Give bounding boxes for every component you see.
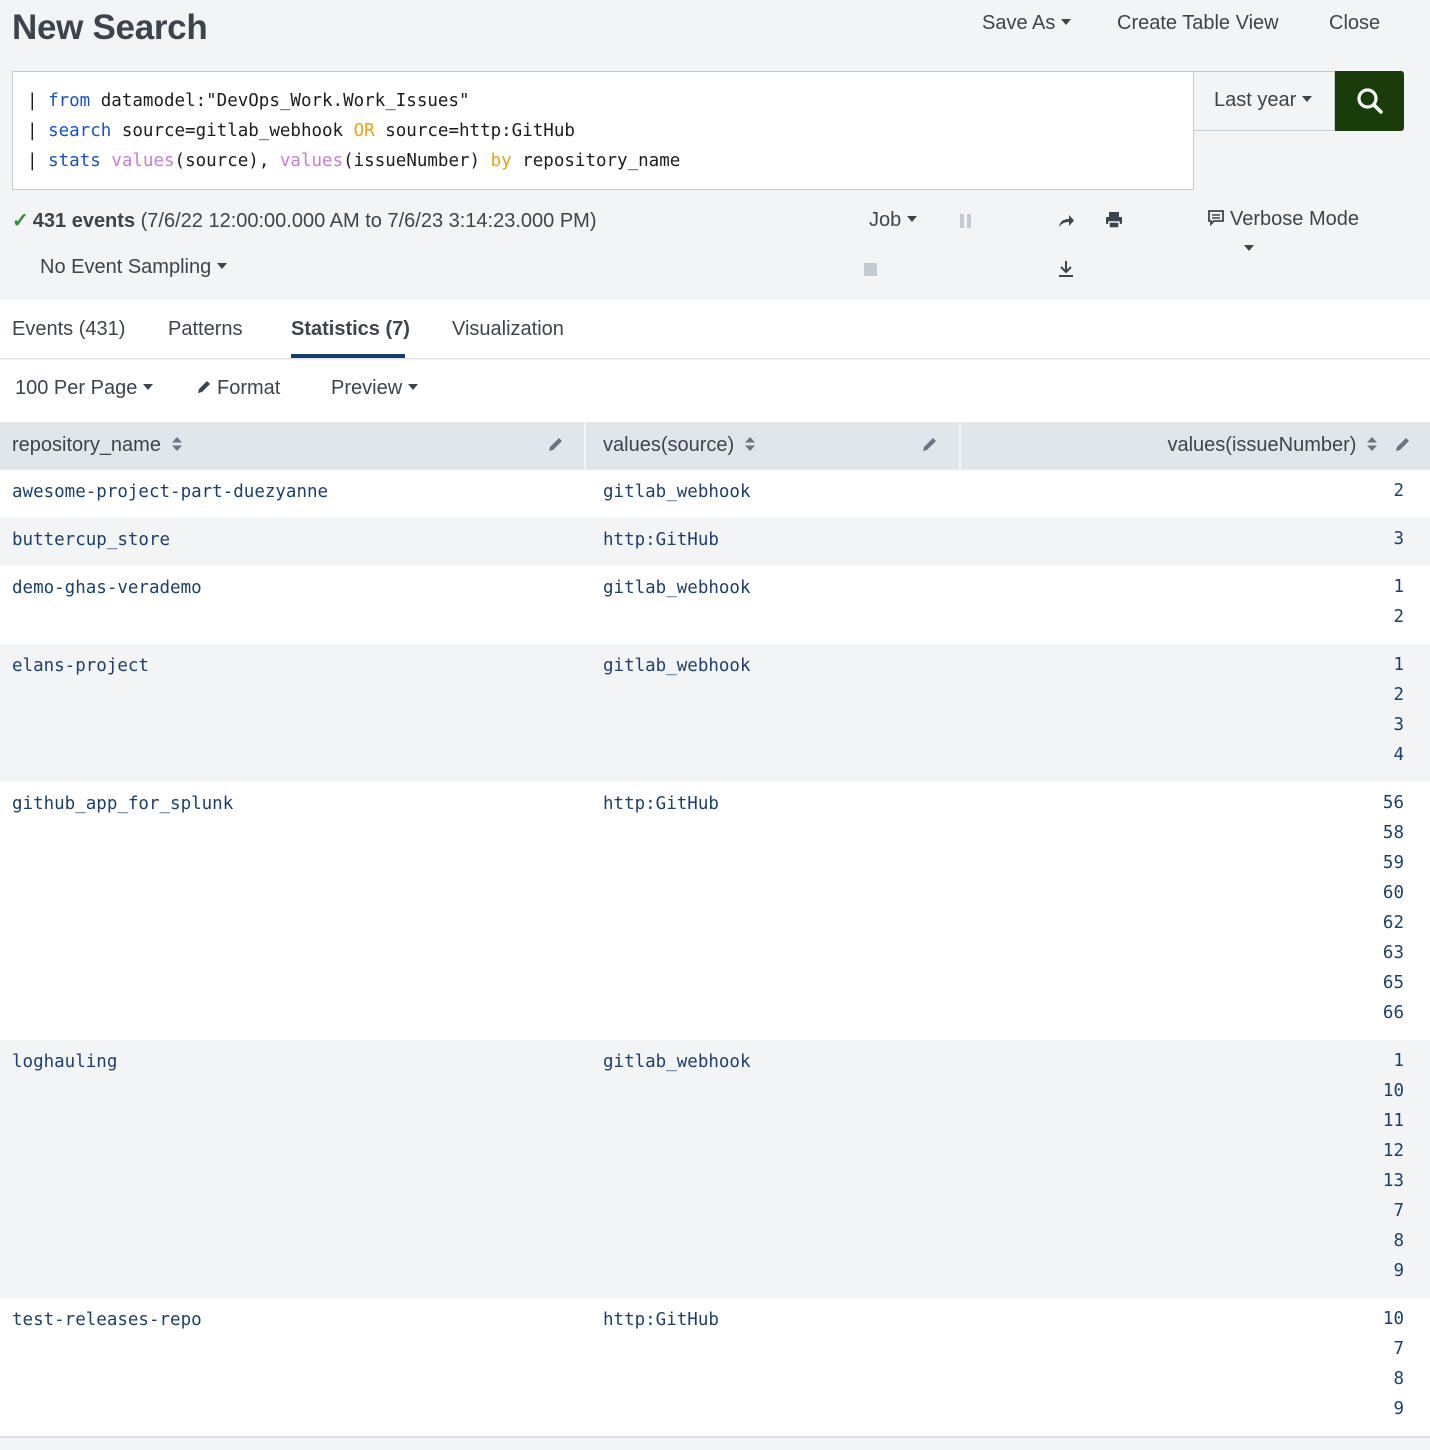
query-line-3: | stats values(source), values(issueNumber) by repository_name [27, 151, 681, 171]
issue-number[interactable]: 3 [1393, 529, 1404, 549]
column-header-source[interactable] [603, 422, 756, 470]
event-sampling-menu[interactable] [40, 256, 227, 279]
create-table-view-link[interactable]: Create Table View [1117, 12, 1279, 34]
search-icon [1356, 87, 1384, 115]
chevron-down-icon [1061, 19, 1071, 25]
table-row [0, 566, 1430, 644]
format-button[interactable] [197, 377, 280, 400]
cell-source[interactable]: http:GitHub [603, 794, 719, 814]
active-tab-indicator [291, 354, 405, 358]
chevron-down-icon [408, 384, 418, 390]
issue-number[interactable]: 9 [1393, 1261, 1404, 1281]
issue-number[interactable]: 60 [1382, 883, 1404, 903]
cell-repository-name[interactable]: loghauling [12, 1052, 118, 1072]
sort-icon[interactable] [1366, 436, 1378, 452]
save-as-menu[interactable] [982, 12, 1071, 35]
cell-issue-numbers [1393, 476, 1404, 506]
issue-number[interactable]: 66 [1382, 1003, 1404, 1023]
issue-number[interactable]: 62 [1382, 913, 1404, 933]
issue-number[interactable]: 8 [1393, 1369, 1404, 1389]
per-page-label: 100 Per Page [15, 377, 138, 399]
cell-repository-name[interactable]: elans-project [12, 656, 149, 676]
save-as-label: Save As [982, 12, 1056, 34]
column-header-issue-number[interactable] [1167, 422, 1378, 470]
results-toolbar [0, 360, 1430, 422]
sort-icon[interactable] [171, 436, 183, 452]
cell-issue-numbers [1393, 572, 1404, 632]
issue-number[interactable]: 63 [1382, 943, 1404, 963]
column-header-label: values(issueNumber) [1167, 434, 1357, 456]
job-menu[interactable] [869, 209, 917, 232]
cell-repository-name[interactable]: buttercup_store [12, 530, 171, 550]
cell-issue-numbers [1383, 788, 1404, 1028]
cell-issue-numbers [1383, 1304, 1404, 1424]
cell-source[interactable]: gitlab_webhook [603, 482, 751, 502]
issue-number[interactable]: 2 [1393, 607, 1404, 627]
table-bottom-border [0, 1436, 1430, 1438]
issue-number[interactable]: 3 [1393, 715, 1404, 735]
issue-number[interactable]: 13 [1382, 1171, 1404, 1191]
pencil-icon[interactable] [1395, 436, 1411, 452]
issue-number[interactable]: 4 [1393, 745, 1404, 765]
chevron-down-icon [1302, 96, 1312, 102]
time-range-label: Last year [1214, 89, 1297, 111]
column-header-repository-name[interactable] [12, 422, 183, 470]
table-row [0, 1298, 1430, 1436]
cell-source[interactable]: gitlab_webhook [603, 578, 751, 598]
format-label: Format [217, 377, 281, 399]
pause-icon[interactable] [959, 213, 973, 229]
issue-number[interactable]: 10 [1382, 1309, 1404, 1329]
tab-statistics[interactable]: Statistics (7) [291, 318, 410, 340]
search-query-editor[interactable] [12, 71, 1194, 190]
table-row [0, 782, 1430, 1040]
event-count-status: ✓ 431 events (7/6/22 12:00:00.000 AM to 7/6/23 3:14:23.000 PM) [12, 210, 597, 232]
query-line-2: | search source=gitlab_webhook OR source=http:GitHub [27, 121, 575, 141]
cell-source[interactable]: gitlab_webhook [603, 1052, 751, 1072]
chevron-down-icon[interactable] [1244, 245, 1254, 251]
share-icon[interactable] [1057, 213, 1075, 229]
comment-icon [1208, 210, 1224, 226]
cell-repository-name[interactable]: test-releases-repo [12, 1310, 202, 1330]
chevron-down-icon [143, 384, 153, 390]
tab-patterns[interactable]: Patterns [168, 318, 243, 340]
table-row [0, 470, 1430, 518]
cell-repository-name[interactable]: github_app_for_splunk [12, 794, 234, 814]
table-row [0, 518, 1430, 566]
table-row [0, 644, 1430, 782]
table-row [0, 1040, 1430, 1298]
search-mode-menu[interactable] [1208, 208, 1359, 231]
cell-source[interactable]: gitlab_webhook [603, 656, 751, 676]
table-body [0, 470, 1430, 1436]
cell-repository-name[interactable]: demo-ghas-verademo [12, 578, 202, 598]
issue-number[interactable]: 8 [1393, 1231, 1404, 1251]
time-range-picker[interactable] [1194, 71, 1335, 131]
verbose-mode-label: Verbose Mode [1230, 208, 1359, 230]
cell-source[interactable]: http:GitHub [603, 530, 719, 550]
issue-number[interactable]: 2 [1393, 481, 1404, 501]
results-tabs [0, 300, 1430, 359]
issue-number[interactable]: 59 [1382, 853, 1404, 873]
column-header-label: values(source) [603, 434, 735, 456]
column-divider [584, 422, 586, 470]
issue-number[interactable]: 1 [1393, 655, 1404, 675]
job-label: Job [869, 209, 902, 231]
column-divider [959, 422, 961, 470]
download-icon[interactable] [1058, 260, 1074, 278]
cell-issue-numbers [1393, 524, 1404, 554]
preview-menu[interactable] [331, 377, 418, 400]
cell-issue-numbers [1393, 650, 1404, 770]
search-button[interactable] [1335, 71, 1404, 131]
query-line-1: | from datamodel:"DevOps_Work.Work_Issues" [27, 91, 470, 111]
issue-number[interactable]: 58 [1382, 823, 1404, 843]
pencil-icon[interactable] [922, 436, 938, 452]
cell-source[interactable]: http:GitHub [603, 1310, 719, 1330]
print-icon[interactable] [1105, 211, 1123, 229]
per-page-menu[interactable] [15, 377, 153, 400]
issue-number[interactable]: 1 [1393, 577, 1404, 597]
column-header-label: repository_name [12, 434, 161, 456]
issue-number[interactable]: 9 [1393, 1399, 1404, 1419]
issue-number[interactable]: 10 [1382, 1081, 1404, 1101]
cell-issue-numbers [1383, 1046, 1404, 1286]
chevron-down-icon [907, 216, 917, 222]
pencil-icon [197, 379, 212, 394]
sort-icon[interactable] [744, 436, 756, 452]
issue-number[interactable]: 11 [1382, 1111, 1404, 1131]
issue-number[interactable]: 7 [1393, 1339, 1404, 1359]
close-link[interactable]: Close [1329, 12, 1381, 34]
issue-number[interactable]: 65 [1382, 973, 1404, 993]
issue-number[interactable]: 56 [1382, 793, 1404, 813]
page-header [0, 0, 1430, 60]
tab-events[interactable]: Events (431) [12, 318, 126, 340]
issue-number[interactable]: 12 [1382, 1141, 1404, 1161]
issue-number[interactable]: 1 [1393, 1051, 1404, 1071]
chevron-down-icon [217, 263, 227, 269]
cell-repository-name[interactable]: awesome-project-part-duezyanne [12, 482, 329, 502]
tab-visualization[interactable]: Visualization [452, 318, 564, 340]
preview-label: Preview [331, 377, 403, 399]
issue-number[interactable]: 2 [1393, 685, 1404, 705]
page-title: New Search [12, 8, 208, 47]
pencil-icon[interactable] [548, 436, 564, 452]
table-header [0, 422, 1430, 470]
issue-number[interactable]: 7 [1393, 1201, 1404, 1221]
check-icon: ✓ [12, 210, 29, 232]
event-sampling-label: No Event Sampling [40, 256, 212, 278]
stop-icon[interactable] [864, 263, 878, 277]
